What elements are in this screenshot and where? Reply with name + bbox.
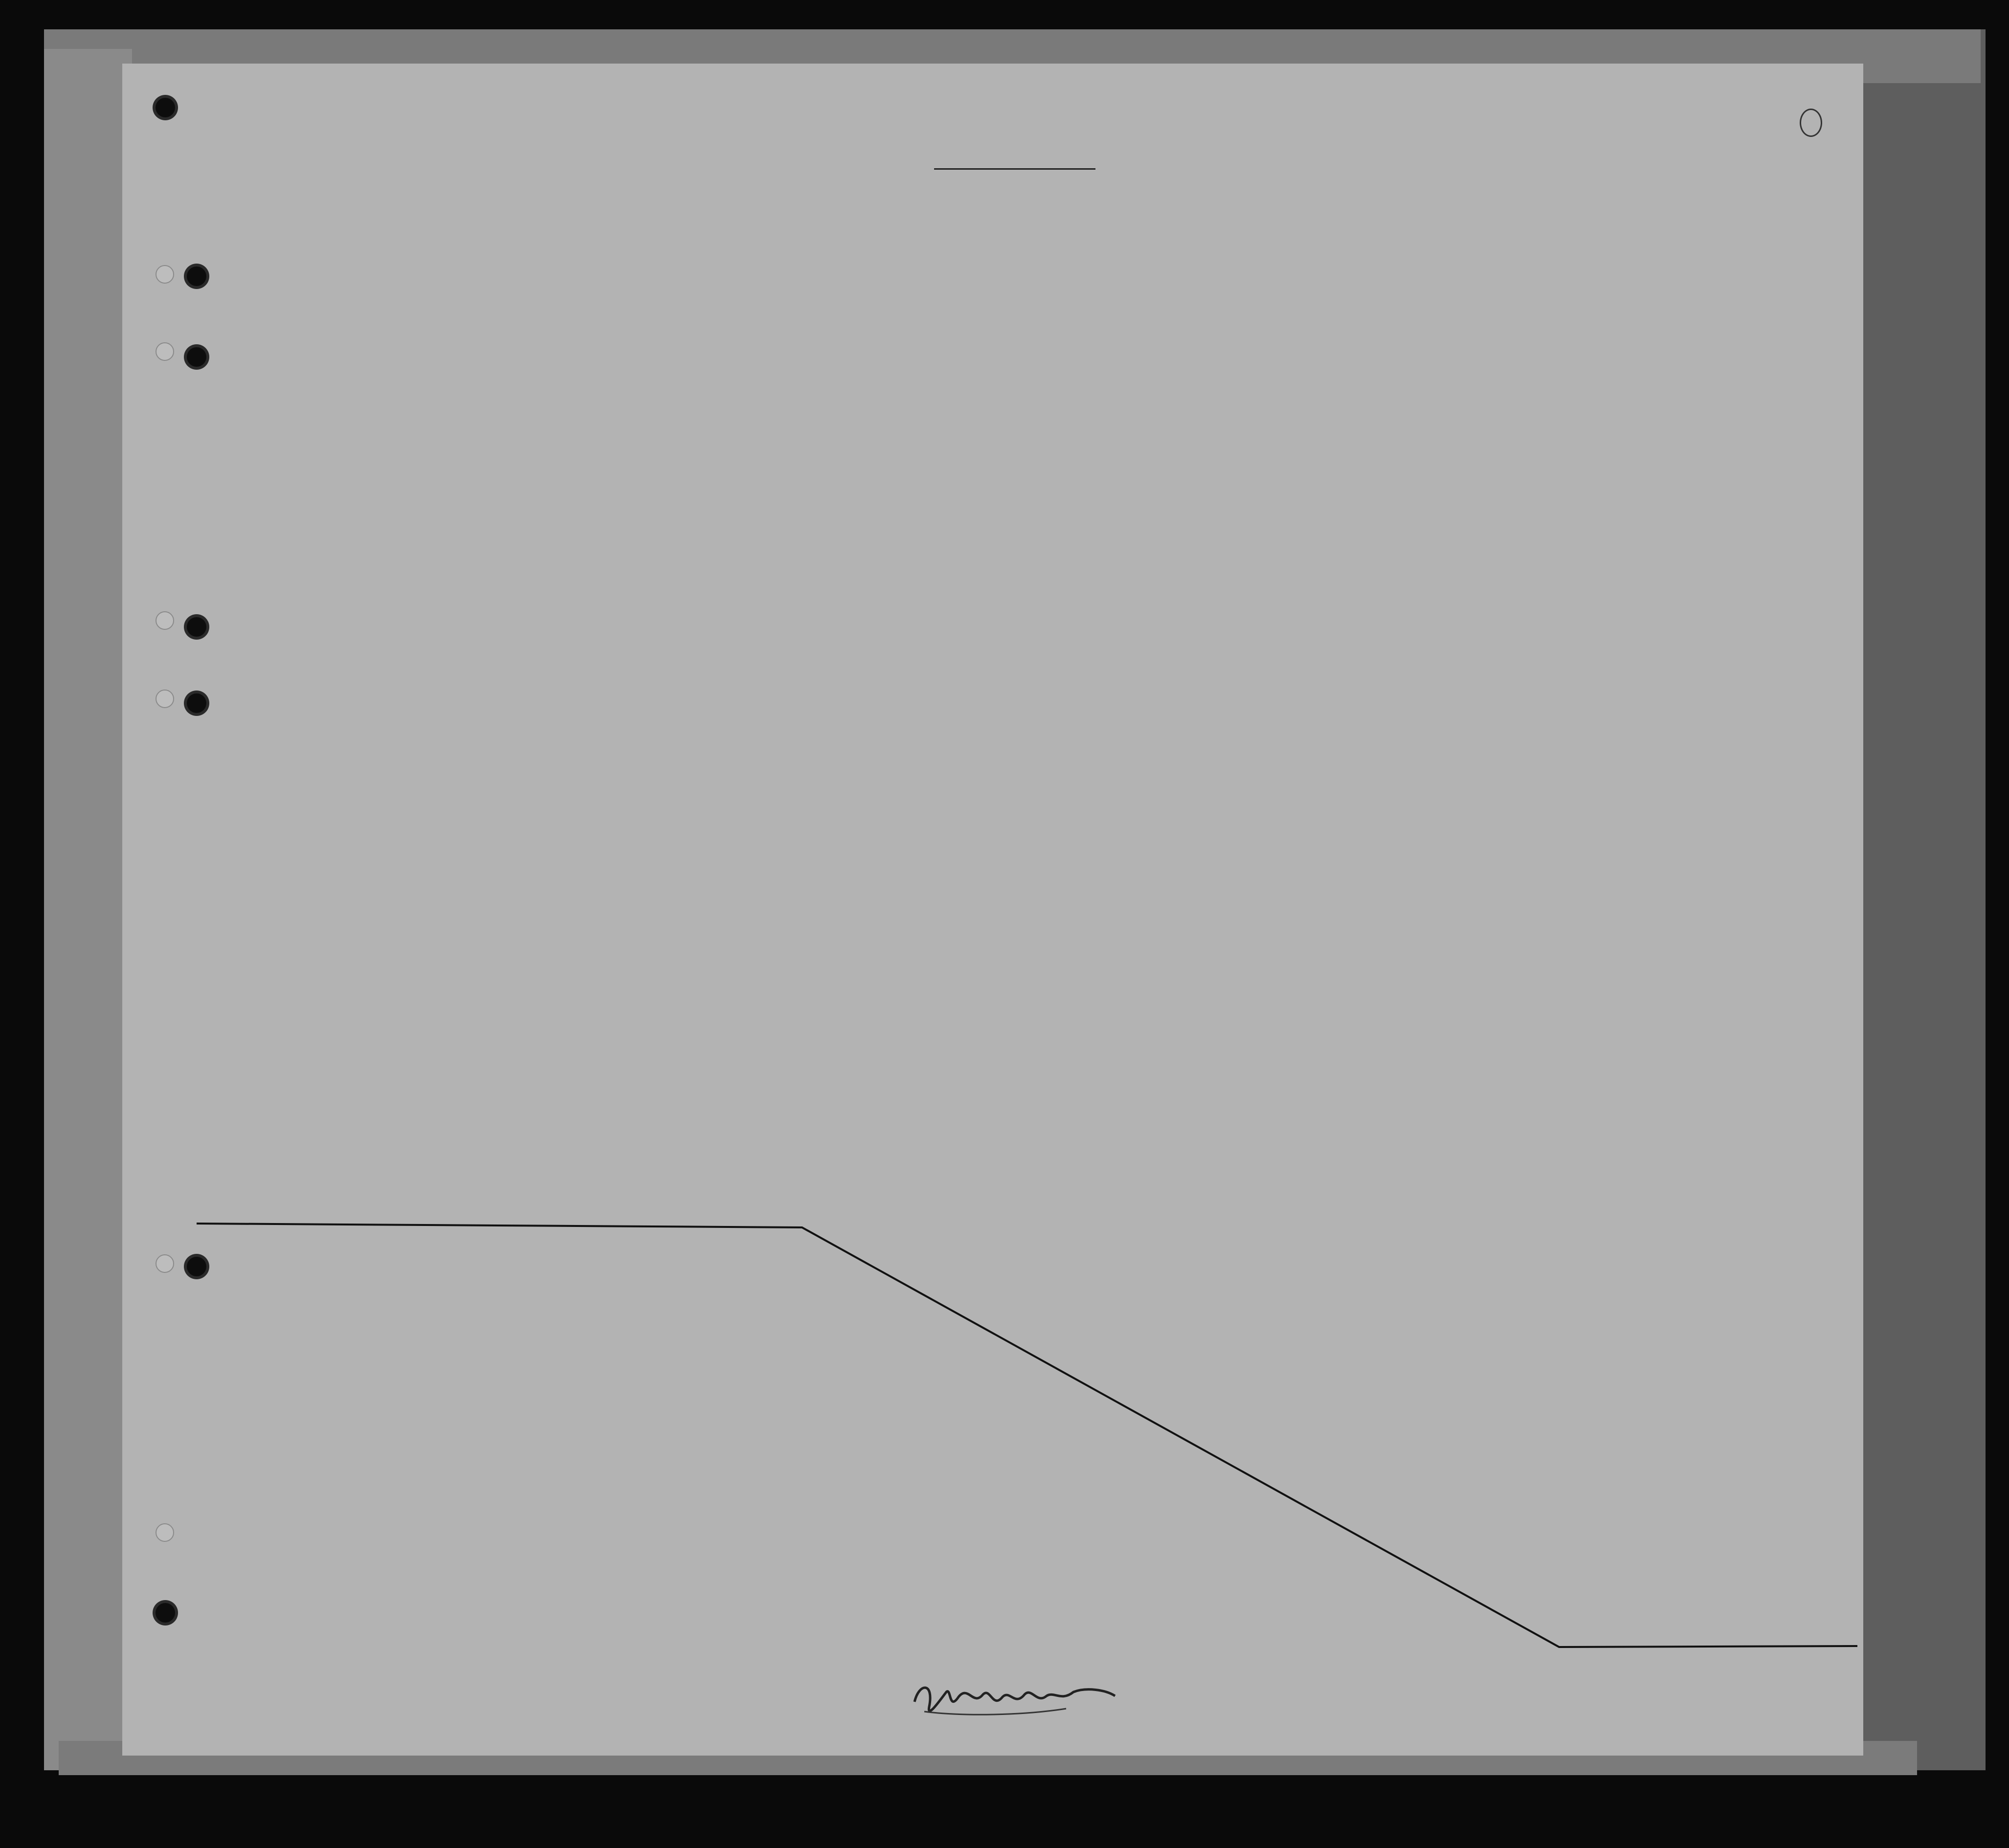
manifest-page [122, 64, 1863, 1756]
cancellation-line [122, 64, 1863, 1756]
back-sheet-left [44, 49, 132, 1770]
inspector-signature [905, 1672, 1120, 1726]
